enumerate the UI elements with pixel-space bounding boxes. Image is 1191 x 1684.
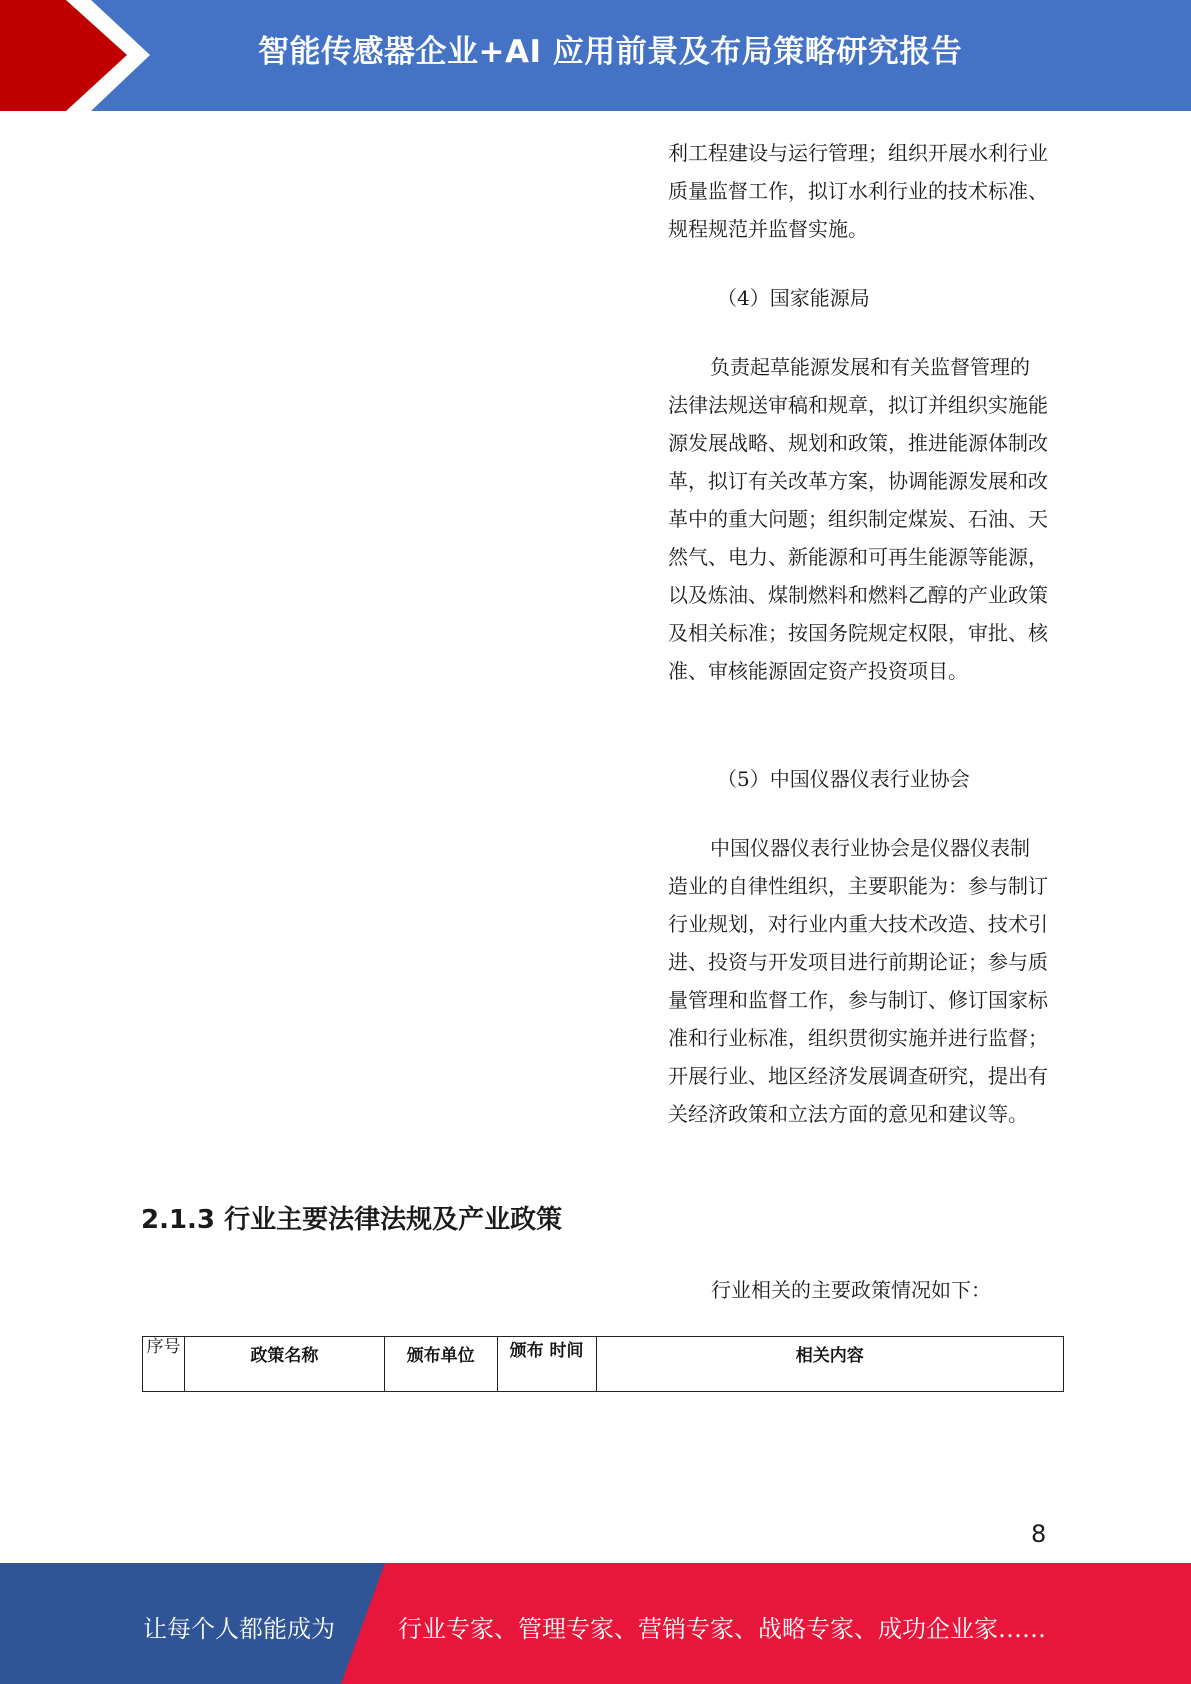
column-header-policy-name: 政策名称 [184, 1337, 384, 1392]
policy-table [142, 1336, 1064, 1392]
section-heading: 2.1.3 行业主要法律法规及产业政策 [141, 1205, 563, 1235]
page-number: 8 [1031, 1520, 1047, 1548]
paragraph-national-energy-administration: 负责起草能源发展和有关监督管理的法律法规送审稿和规章，拟订并组织实施能源发展战略、规划和政策，推进能源体制改革，拟订有关改革方案，协调能源发展和改革中的重大问题；组织制定煤炭、石油、天然气、电力、新能源和可再生能源等能源，以及炼油、煤制燃料和燃料乙醇的产业政策及相关标准；按国务院规定权限，审批、核准、审核能源固定资产投资项目。 [668, 355, 1048, 683]
footer-slogan-left: 让每个人都能成为 [143, 1615, 335, 1643]
column-header-seq: 序号 [143, 1337, 185, 1392]
paragraph-instrument-industry-association: 中国仪器仪表行业协会是仪器仪表制造业的自律性组织，主要职能为：参与制订行业规划，对行业内重大技术改造、技术引进、投资与开发项目进行前期论证；参与质量管理和监督工作，参与制订、修订国家标准和行业标准，组织贯彻实施并进行监督；开展行业、地区经济发展调查研究，提出有关经济政策和立法方面的意见和建议等。 [668, 836, 1048, 1126]
paragraph-water-resources: 利工程建设与运行管理；组织开展水利行业质量监督工作，拟订水利行业的技术标准、规程规范并监督实施。 [668, 141, 1048, 241]
subheading-national-energy-administration: （4）国家能源局 [717, 286, 870, 310]
footer-slogan-right: 行业专家、管理专家、营销专家、战略专家、成功企业家…… [398, 1615, 1046, 1643]
header-arrow-decoration [0, 0, 160, 111]
column-header-related-content: 相关内容 [596, 1337, 1063, 1392]
report-title: 智能传感器企业+AI 应用前景及布局策略研究报告 [258, 34, 963, 70]
header-band [0, 0, 1191, 111]
subheading-instrument-industry-association: （5）中国仪器仪表行业协会 [717, 767, 970, 791]
column-header-issuing-unit: 颁布单位 [384, 1337, 497, 1392]
table-header-row [143, 1337, 1064, 1392]
column-header-issue-time: 颁布 时间 [497, 1337, 596, 1392]
table-intro: 行业相关的主要政策情况如下： [711, 1278, 991, 1302]
